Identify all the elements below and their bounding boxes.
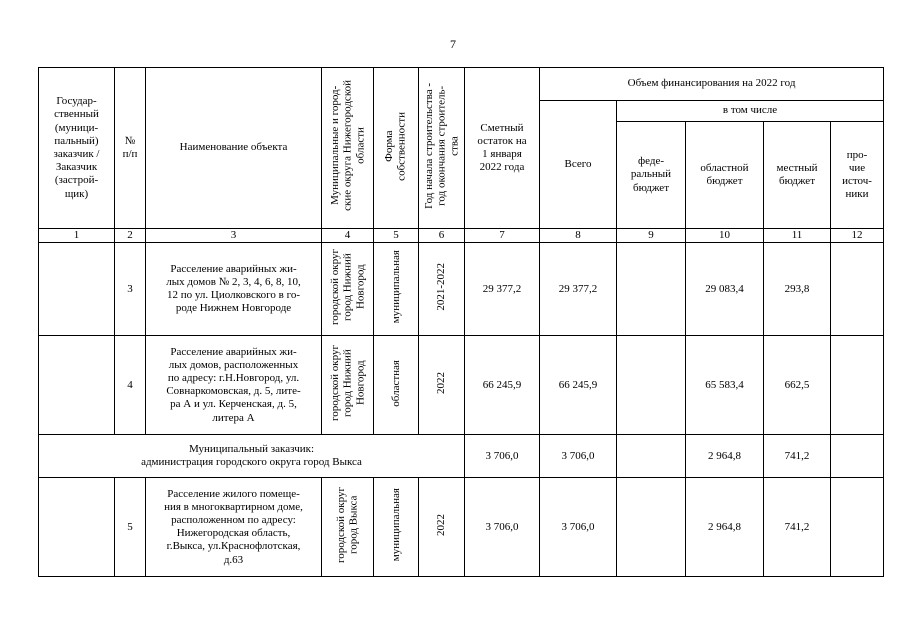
financing-table	[38, 67, 884, 577]
group-estimate-value: 3 706,0	[465, 435, 540, 478]
group-regional-value: 2 964,8	[686, 435, 764, 478]
years-cell	[419, 336, 465, 435]
total-value: 29 377,2	[540, 243, 617, 336]
federal-value	[617, 336, 686, 435]
column-number: 6	[419, 229, 465, 243]
local-value: 293,8	[764, 243, 831, 336]
municipality-cell	[322, 243, 374, 336]
table-row	[39, 336, 884, 435]
municipality: городской округ город Нижний Новгород	[328, 345, 366, 422]
header-financing: Объем финансирования на 2022 год	[540, 68, 884, 101]
row-number: 5	[115, 478, 146, 577]
group-total-value: 3 706,0	[540, 435, 617, 478]
row-number: 3	[115, 243, 146, 336]
ownership-cell	[374, 336, 419, 435]
municipality: городской округ город Нижний Новгород	[328, 249, 366, 326]
group-local-value: 741,2	[764, 435, 831, 478]
years-cell	[419, 478, 465, 577]
header-regional: областной бюджет	[686, 122, 764, 229]
estimate-value: 29 377,2	[465, 243, 540, 336]
municipality-cell	[322, 336, 374, 435]
regional-value: 29 083,4	[686, 243, 764, 336]
group-other-value	[831, 435, 884, 478]
object-name: Расселение аварийных жи- лых домов № 2, 3, 4, 6, 8, 10, 12 по ул. Циолковского в го- роде Нижнем Новгороде	[146, 243, 322, 336]
ownership-cell	[374, 478, 419, 577]
federal-value	[617, 478, 686, 577]
ownership-cell	[374, 243, 419, 336]
column-number-row	[39, 229, 884, 243]
years: 2021-2022	[435, 263, 448, 311]
total-value: 66 245,9	[540, 336, 617, 435]
group-header-row	[39, 435, 884, 478]
table-row	[39, 243, 884, 336]
municipality-cell	[322, 478, 374, 577]
header-other: про- чие источ- ники	[831, 122, 884, 229]
header-including: в том числе	[617, 101, 884, 122]
regional-value: 65 583,4	[686, 336, 764, 435]
page-number: 7	[450, 37, 456, 51]
table-row	[39, 478, 884, 577]
object-name: Расселение аварийных жи- лых домов, расположенных по адресу: г.Н.Новгород, ул. Совнаркомовская, д. 5, лите- ра А и ул. Керченская, д. 5, литера А	[146, 336, 322, 435]
column-number: 11	[764, 229, 831, 243]
local-value: 741,2	[764, 478, 831, 577]
years-cell	[419, 243, 465, 336]
column-number: 4	[322, 229, 374, 243]
header-num: № п/п	[115, 68, 146, 229]
header-object-name: Наименование объекта	[146, 68, 322, 229]
ownership: областная	[389, 359, 402, 407]
customer-cell	[39, 478, 115, 577]
column-number: 7	[465, 229, 540, 243]
years: 2022	[435, 514, 448, 537]
group-federal-value	[617, 435, 686, 478]
estimate-value: 3 706,0	[465, 478, 540, 577]
column-number: 8	[540, 229, 617, 243]
estimate-value: 66 245,9	[465, 336, 540, 435]
column-number: 10	[686, 229, 764, 243]
regional-value: 2 964,8	[686, 478, 764, 577]
group-customer-label: Муниципальный заказчик: администрация городского округа город Выкса	[39, 435, 465, 478]
header-customer: Государ- ственный (муници- пальный) заказчик / Заказчик (застрой- щик)	[39, 68, 115, 229]
other-value	[831, 478, 884, 577]
years: 2022	[435, 372, 448, 395]
other-value	[831, 243, 884, 336]
ownership: муниципальная	[389, 250, 402, 324]
header-local: местный бюджет	[764, 122, 831, 229]
header-total: Всего	[540, 101, 617, 229]
other-value	[831, 336, 884, 435]
header-years-cell	[419, 68, 465, 229]
row-number: 4	[115, 336, 146, 435]
header-years: Год начала строительства - год окончания строитель- ства	[422, 82, 460, 209]
header-estimate: Сметный остаток на 1 января 2022 года	[465, 68, 540, 229]
header-municipality: Муниципальные и город- ские округа Нижегородской области	[328, 80, 366, 212]
header-ownership: Форма собственности	[383, 111, 408, 181]
column-number: 5	[374, 229, 419, 243]
column-number: 3	[146, 229, 322, 243]
customer-cell	[39, 336, 115, 435]
header-row-1	[39, 68, 884, 101]
ownership: муниципальная	[389, 488, 402, 562]
total-value: 3 706,0	[540, 478, 617, 577]
header-ownership-cell	[374, 68, 419, 229]
column-number: 9	[617, 229, 686, 243]
federal-value	[617, 243, 686, 336]
local-value: 662,5	[764, 336, 831, 435]
column-number: 12	[831, 229, 884, 243]
column-number: 1	[39, 229, 115, 243]
customer-cell	[39, 243, 115, 336]
header-municipality-cell	[322, 68, 374, 229]
object-name: Расселение жилого помеще- ния в многоквартирном доме, расположенном по адресу: Нижегородская область, г.Выкса, ул.Краснофлотская, д.63	[146, 478, 322, 577]
header-federal: феде- ральный бюджет	[617, 122, 686, 229]
municipality: городской округ город Выкса	[334, 487, 360, 564]
column-number: 2	[115, 229, 146, 243]
